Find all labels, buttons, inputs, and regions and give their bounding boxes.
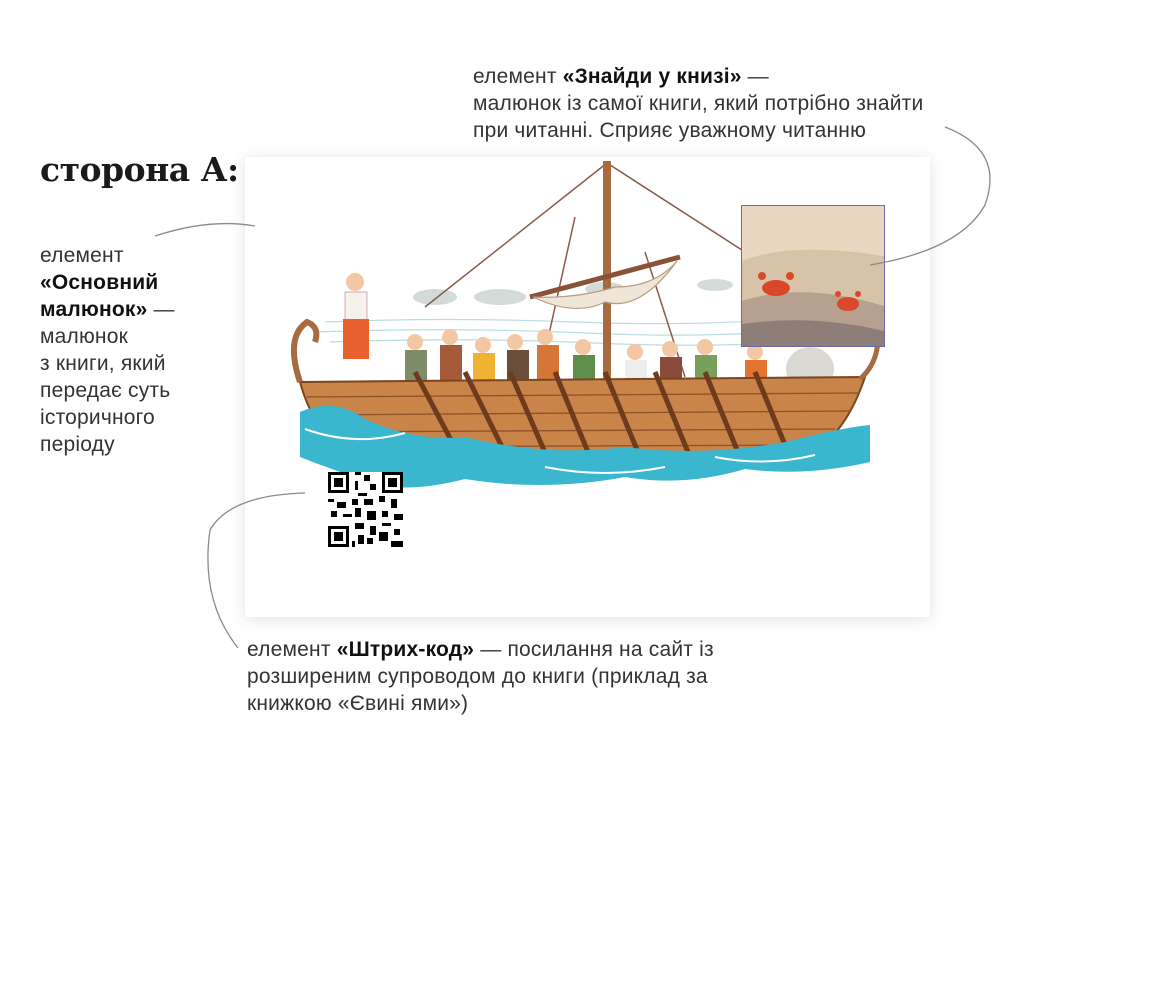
main-picture-prefix: елемент: [40, 244, 124, 267]
barcode-line2: розширеним супроводом до книги (приклад за: [247, 665, 708, 688]
barcode-prefix: елемент: [247, 638, 337, 661]
find-in-book-name: «Знайди у книзі»: [562, 65, 742, 88]
find-in-book-annotation: [473, 63, 1093, 144]
main-picture-line-3: передає суть: [40, 379, 171, 402]
find-in-book-suffix: —: [741, 65, 769, 88]
barcode-suffix: — посилання на сайт із: [474, 638, 714, 661]
main-picture-line-5: періоду: [40, 433, 115, 456]
main-picture-line-4: історичного: [40, 406, 155, 429]
find-in-book-inset: [741, 205, 885, 347]
side-title: сторона А:: [40, 150, 239, 189]
main-picture-name-line1: «Основний: [40, 271, 159, 294]
main-picture-annotation: [40, 242, 230, 458]
find-in-book-line2: малюнок із самої книги, який потрібно знайти: [473, 92, 924, 115]
barcode-annotation: [247, 636, 847, 717]
main-picture-name-line2: малюнок»: [40, 298, 148, 321]
main-picture-dash: —: [147, 298, 175, 321]
connector-main-picture: [155, 224, 255, 236]
find-in-book-prefix: елемент: [473, 65, 563, 88]
barcode-name: «Штрих-код»: [336, 638, 475, 661]
qr-code-icon[interactable]: [328, 472, 403, 547]
crabs-illustration: [742, 206, 884, 346]
main-picture-line-2: з книги, який: [40, 352, 166, 375]
find-in-book-line3: при читанні. Сприяє уважному читанню: [473, 119, 867, 142]
barcode-line3: книжкою «Євині ями»): [247, 692, 469, 715]
main-picture-line-1: малюнок: [40, 325, 128, 348]
